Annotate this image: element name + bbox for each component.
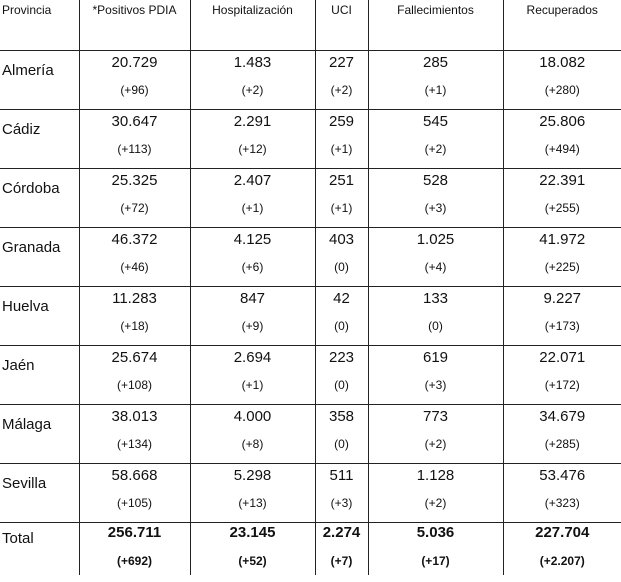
cell-value: 58.668 <box>111 467 158 484</box>
cell-delta: (+255) <box>544 201 580 215</box>
province-cell <box>0 346 79 405</box>
cell-delta: (+46) <box>120 260 149 274</box>
cell-positivos <box>79 523 190 576</box>
table-row <box>0 346 621 405</box>
cell-delta: (+2) <box>330 83 353 97</box>
province-name: Jaén <box>2 357 35 374</box>
cell-value: 773 <box>422 408 449 425</box>
province-cell <box>0 51 79 110</box>
cell-recuperados <box>503 228 621 287</box>
cell-value: 4.000 <box>233 408 272 425</box>
cell-fallecimientos <box>368 51 503 110</box>
cell-positivos <box>79 110 190 169</box>
province-cell <box>0 523 79 576</box>
cell-fallecimientos <box>368 228 503 287</box>
table-row <box>0 287 621 346</box>
header-recuperados: Recuperados <box>503 0 621 51</box>
cell-delta: (+1) <box>330 201 353 215</box>
cell-delta: (+108) <box>116 378 153 392</box>
cell-hospitalizacion <box>190 523 315 576</box>
cell-value: 545 <box>422 113 449 130</box>
cell-hospitalizacion <box>190 228 315 287</box>
cell-value: 5.036 <box>416 524 455 541</box>
cell-value: 528 <box>422 172 449 189</box>
province-cell <box>0 228 79 287</box>
table-header <box>0 0 621 51</box>
cell-value: 38.013 <box>111 408 158 425</box>
cell-hospitalizacion <box>190 287 315 346</box>
province-name: Córdoba <box>2 180 60 197</box>
cell-value: 20.729 <box>111 54 158 71</box>
cell-recuperados <box>503 169 621 228</box>
cell-delta: (0) <box>334 378 349 392</box>
cell-delta: (+134) <box>116 437 153 451</box>
province-cell <box>0 110 79 169</box>
cell-delta: (+113) <box>117 142 152 156</box>
province-cell <box>0 464 79 523</box>
cell-delta: (+72) <box>120 201 149 215</box>
cell-delta: (+3) <box>424 378 447 392</box>
header-row <box>0 0 621 51</box>
table-row <box>0 405 621 464</box>
header-provincia: Provincia <box>0 0 79 51</box>
cell-delta: (+12) <box>238 142 267 156</box>
province-name: Cádiz <box>2 121 41 138</box>
table-row <box>0 228 621 287</box>
cell-delta: (+7) <box>330 554 353 568</box>
table-body <box>0 51 621 576</box>
cell-recuperados <box>503 405 621 464</box>
cell-delta: (+173) <box>544 319 580 333</box>
cell-fallecimientos <box>368 287 503 346</box>
cell-fallecimientos <box>368 523 503 576</box>
cell-delta: (0) <box>428 319 443 333</box>
cell-delta: (+13) <box>238 496 267 510</box>
cell-value: 11.283 <box>112 290 157 307</box>
cell-value: 42 <box>333 290 350 307</box>
cell-value: 2.407 <box>233 172 272 189</box>
cell-value: 9.227 <box>543 290 582 307</box>
cell-recuperados <box>503 523 621 576</box>
cell-delta: (+323) <box>544 496 580 510</box>
cell-value: 259 <box>328 113 355 130</box>
cell-delta: (0) <box>334 319 349 333</box>
cell-positivos <box>79 405 190 464</box>
cell-value: 358 <box>328 408 355 425</box>
cell-fallecimientos <box>368 464 503 523</box>
cell-recuperados <box>503 51 621 110</box>
header-hospitalizacion: Hospitalización <box>190 0 315 51</box>
cell-uci <box>315 523 368 576</box>
cell-delta: (+2) <box>424 437 447 451</box>
cell-delta: (+105) <box>116 496 153 510</box>
cell-delta: (+494) <box>544 142 580 156</box>
cell-value: 511 <box>329 467 354 484</box>
cell-value: 23.145 <box>229 524 276 541</box>
table-row <box>0 169 621 228</box>
cell-delta: (+17) <box>421 554 450 568</box>
cell-value: 25.674 <box>111 349 158 366</box>
cell-uci <box>315 169 368 228</box>
cell-delta: (+4) <box>424 260 447 274</box>
cell-hospitalizacion <box>190 464 315 523</box>
cell-value: 227.704 <box>535 524 590 541</box>
cell-positivos <box>79 51 190 110</box>
cell-uci <box>315 228 368 287</box>
cell-positivos <box>79 346 190 405</box>
province-cell <box>0 405 79 464</box>
cell-value: 41.972 <box>539 231 586 248</box>
cell-delta: (+52) <box>238 554 267 568</box>
total-label: Total <box>2 530 34 547</box>
cell-value: 2.274 <box>322 524 361 541</box>
cell-delta: (+9) <box>241 319 264 333</box>
cell-delta: (+8) <box>241 437 264 451</box>
province-name: Granada <box>2 239 61 256</box>
cell-positivos <box>79 228 190 287</box>
header-positivos-pdia: *Positivos PDIA <box>79 0 190 51</box>
cell-value: 223 <box>328 349 355 366</box>
cell-recuperados <box>503 287 621 346</box>
cell-value: 25.806 <box>539 113 586 130</box>
cell-delta: (0) <box>334 437 349 451</box>
cell-value: 285 <box>422 54 449 71</box>
cell-delta: (+3) <box>424 201 447 215</box>
cell-value: 22.391 <box>539 172 586 189</box>
cell-value: 30.647 <box>111 113 158 130</box>
cell-value: 2.291 <box>233 113 272 130</box>
cell-positivos <box>79 287 190 346</box>
total-row <box>0 523 621 576</box>
cell-delta: (+2) <box>241 83 264 97</box>
cell-delta: (+96) <box>120 83 149 97</box>
cell-hospitalizacion <box>190 51 315 110</box>
cell-uci <box>315 287 368 346</box>
cell-delta: (+1) <box>330 142 353 156</box>
cell-value: 34.679 <box>539 408 586 425</box>
cell-delta: (0) <box>334 260 349 274</box>
cell-fallecimientos <box>368 169 503 228</box>
cell-value: 4.125 <box>233 231 272 248</box>
cell-delta: (+2) <box>424 496 447 510</box>
cell-delta: (+1) <box>424 83 447 97</box>
cell-delta: (+6) <box>241 260 264 274</box>
cell-uci <box>315 464 368 523</box>
cell-uci <box>315 405 368 464</box>
header-fallecimientos: Fallecimientos <box>368 0 503 51</box>
cell-delta: (+18) <box>120 319 149 333</box>
cell-delta: (+2.207) <box>539 554 585 568</box>
header-uci: UCI <box>315 0 368 51</box>
cell-hospitalizacion <box>190 169 315 228</box>
cell-value: 25.325 <box>111 172 158 189</box>
province-cell <box>0 169 79 228</box>
cell-value: 1.128 <box>416 467 455 484</box>
cell-delta: (+692) <box>116 554 153 568</box>
cell-value: 5.298 <box>233 467 272 484</box>
table-row <box>0 51 621 110</box>
cell-value: 227 <box>328 54 355 71</box>
cell-value: 251 <box>328 172 355 189</box>
cell-value: 619 <box>422 349 449 366</box>
cell-value: 256.711 <box>107 524 162 541</box>
cell-uci <box>315 51 368 110</box>
cell-recuperados <box>503 464 621 523</box>
cell-value: 403 <box>328 231 355 248</box>
province-name: Almería <box>2 62 54 79</box>
table-row <box>0 464 621 523</box>
cell-delta: (+285) <box>544 437 580 451</box>
province-name: Sevilla <box>2 475 47 492</box>
cell-positivos <box>79 464 190 523</box>
cell-delta: (+172) <box>544 378 580 392</box>
province-name: Málaga <box>2 416 52 433</box>
cell-recuperados <box>503 346 621 405</box>
cell-delta: (+225) <box>544 260 580 274</box>
cell-delta: (+1) <box>241 201 264 215</box>
cell-delta: (+3) <box>330 496 353 510</box>
province-cell <box>0 287 79 346</box>
cell-recuperados <box>503 110 621 169</box>
cell-value: 53.476 <box>539 467 586 484</box>
cell-delta: (+1) <box>241 378 264 392</box>
cell-delta: (+280) <box>544 83 580 97</box>
cell-value: 2.694 <box>233 349 272 366</box>
cell-value: 847 <box>239 290 266 307</box>
cell-uci <box>315 110 368 169</box>
cell-value: 46.372 <box>111 231 158 248</box>
cell-fallecimientos <box>368 405 503 464</box>
cell-value: 1.483 <box>233 54 272 71</box>
cell-value: 22.071 <box>539 349 586 366</box>
cell-value: 1.025 <box>416 231 455 248</box>
cell-value: 133 <box>422 290 449 307</box>
cell-fallecimientos <box>368 346 503 405</box>
cell-delta: (+2) <box>424 142 447 156</box>
cell-hospitalizacion <box>190 346 315 405</box>
cell-uci <box>315 346 368 405</box>
province-name: Huelva <box>2 298 49 315</box>
table-row <box>0 110 621 169</box>
cell-hospitalizacion <box>190 405 315 464</box>
cell-fallecimientos <box>368 110 503 169</box>
cell-hospitalizacion <box>190 110 315 169</box>
cell-value: 18.082 <box>539 54 586 71</box>
cell-positivos <box>79 169 190 228</box>
